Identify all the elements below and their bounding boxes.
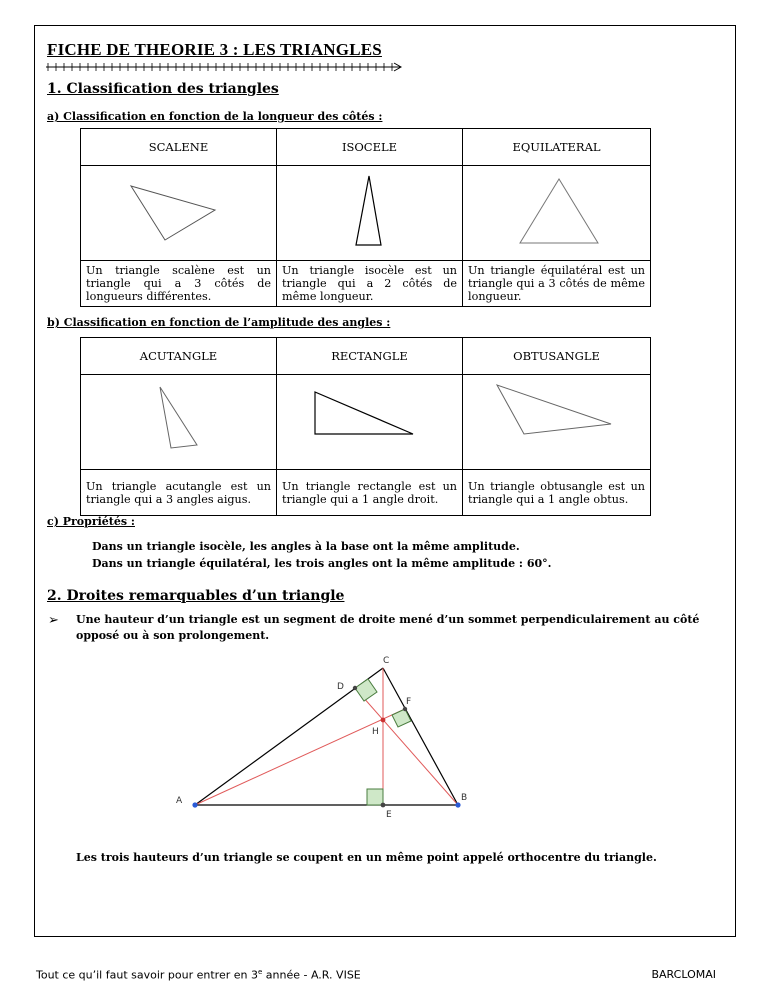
col-header-equilateral: EQUILATERAL — [463, 129, 651, 166]
scalene-figure — [81, 166, 277, 261]
section1c-heading: c) Propriétés : — [47, 515, 135, 528]
arrow-bullet-icon: ➢ — [48, 613, 59, 628]
col-header-rectangle: RECTANGLE — [277, 338, 463, 375]
obtusangle-description: Un triangle obtusangle est un triangle qui a 1 angle obtus. — [463, 470, 651, 516]
label-e: E — [386, 810, 392, 820]
point-b — [455, 802, 460, 807]
orthocentre-diagram — [160, 650, 500, 825]
page-title: FICHE DE THEORIE 3 : LES TRIANGLES — [47, 40, 382, 59]
point-h — [381, 718, 386, 723]
side-bc — [383, 668, 458, 805]
isocele-figure — [277, 166, 463, 261]
section2-heading: 2. Droites remarquables d’un triangle — [47, 588, 345, 604]
section1-heading: 1. Classification des triangles — [47, 81, 279, 97]
label-b: B — [461, 793, 468, 803]
rectangle-figure — [277, 375, 463, 470]
side-length-table — [80, 128, 651, 307]
property-isocele: Dans un triangle isocèle, les angles à la base ont la même amplitude. — [92, 540, 520, 553]
label-a: A — [176, 796, 183, 806]
right-angle-f — [392, 709, 411, 727]
col-header-obtusangle: OBTUSANGLE — [463, 338, 651, 375]
equilateral-figure — [463, 166, 651, 261]
right-angle-e — [367, 789, 383, 805]
label-h: H — [372, 727, 379, 737]
right-angle-d — [355, 679, 377, 701]
col-header-acutangle: ACUTANGLE — [81, 338, 277, 375]
altitude-definition: Une hauteur d’un triangle est un segment de droite mené d’un sommet perpendiculairement au côté opposé ou à son prolongement. — [76, 613, 700, 642]
point-a — [192, 802, 197, 807]
point-f — [403, 707, 407, 711]
footer-left-text: Tout ce qu’il faut savoir pour entrer en 3 — [36, 968, 258, 982]
col-header-isocele: ISOCELE — [277, 129, 463, 166]
property-equilateral: Dans un triangle équilatéral, les trois angles ont la même amplitude : 60°. — [92, 557, 552, 570]
angle-table — [80, 337, 651, 516]
rectangle-description: Un triangle rectangle est un triangle qui a 1 angle droit. — [277, 470, 463, 516]
footer-left — [36, 968, 361, 982]
point-d — [353, 686, 357, 690]
label-d: D — [337, 682, 344, 692]
obtusangle-figure — [463, 375, 651, 470]
section1b-heading: b) Classification en fonction de l’amplitude des angles : — [47, 316, 391, 329]
isocele-description: Un triangle isocèle est un triangle qui a 2 côtés de même longueur. — [277, 261, 463, 307]
col-header-scalene: SCALENE — [81, 129, 277, 166]
label-c: C — [383, 656, 390, 666]
equilateral-description: Un triangle équilatéral est un triangle qui a 3 côtés de même longueur. — [463, 261, 651, 307]
decorative-arrow-line — [44, 62, 404, 72]
footer-left-text-end: année - A.R. VISE — [262, 968, 361, 982]
point-e — [381, 803, 386, 808]
orthocentre-conclusion: Les trois hauteurs d’un triangle se coupent en un même point appelé orthocentre du triangle. — [76, 851, 657, 864]
acutangle-description: Un triangle acutangle est un triangle qui a 3 angles aigus. — [81, 470, 277, 516]
acutangle-figure — [81, 375, 277, 470]
footer-superscript: e — [257, 968, 263, 976]
scalene-description: Un triangle scalène est un triangle qui a 3 côtés de longueurs différentes. — [81, 261, 277, 307]
footer-right: BARCLOMAI — [651, 968, 716, 981]
section1a-heading: a) Classification en fonction de la longueur des côtés : — [47, 110, 383, 123]
label-f: F — [406, 697, 412, 707]
